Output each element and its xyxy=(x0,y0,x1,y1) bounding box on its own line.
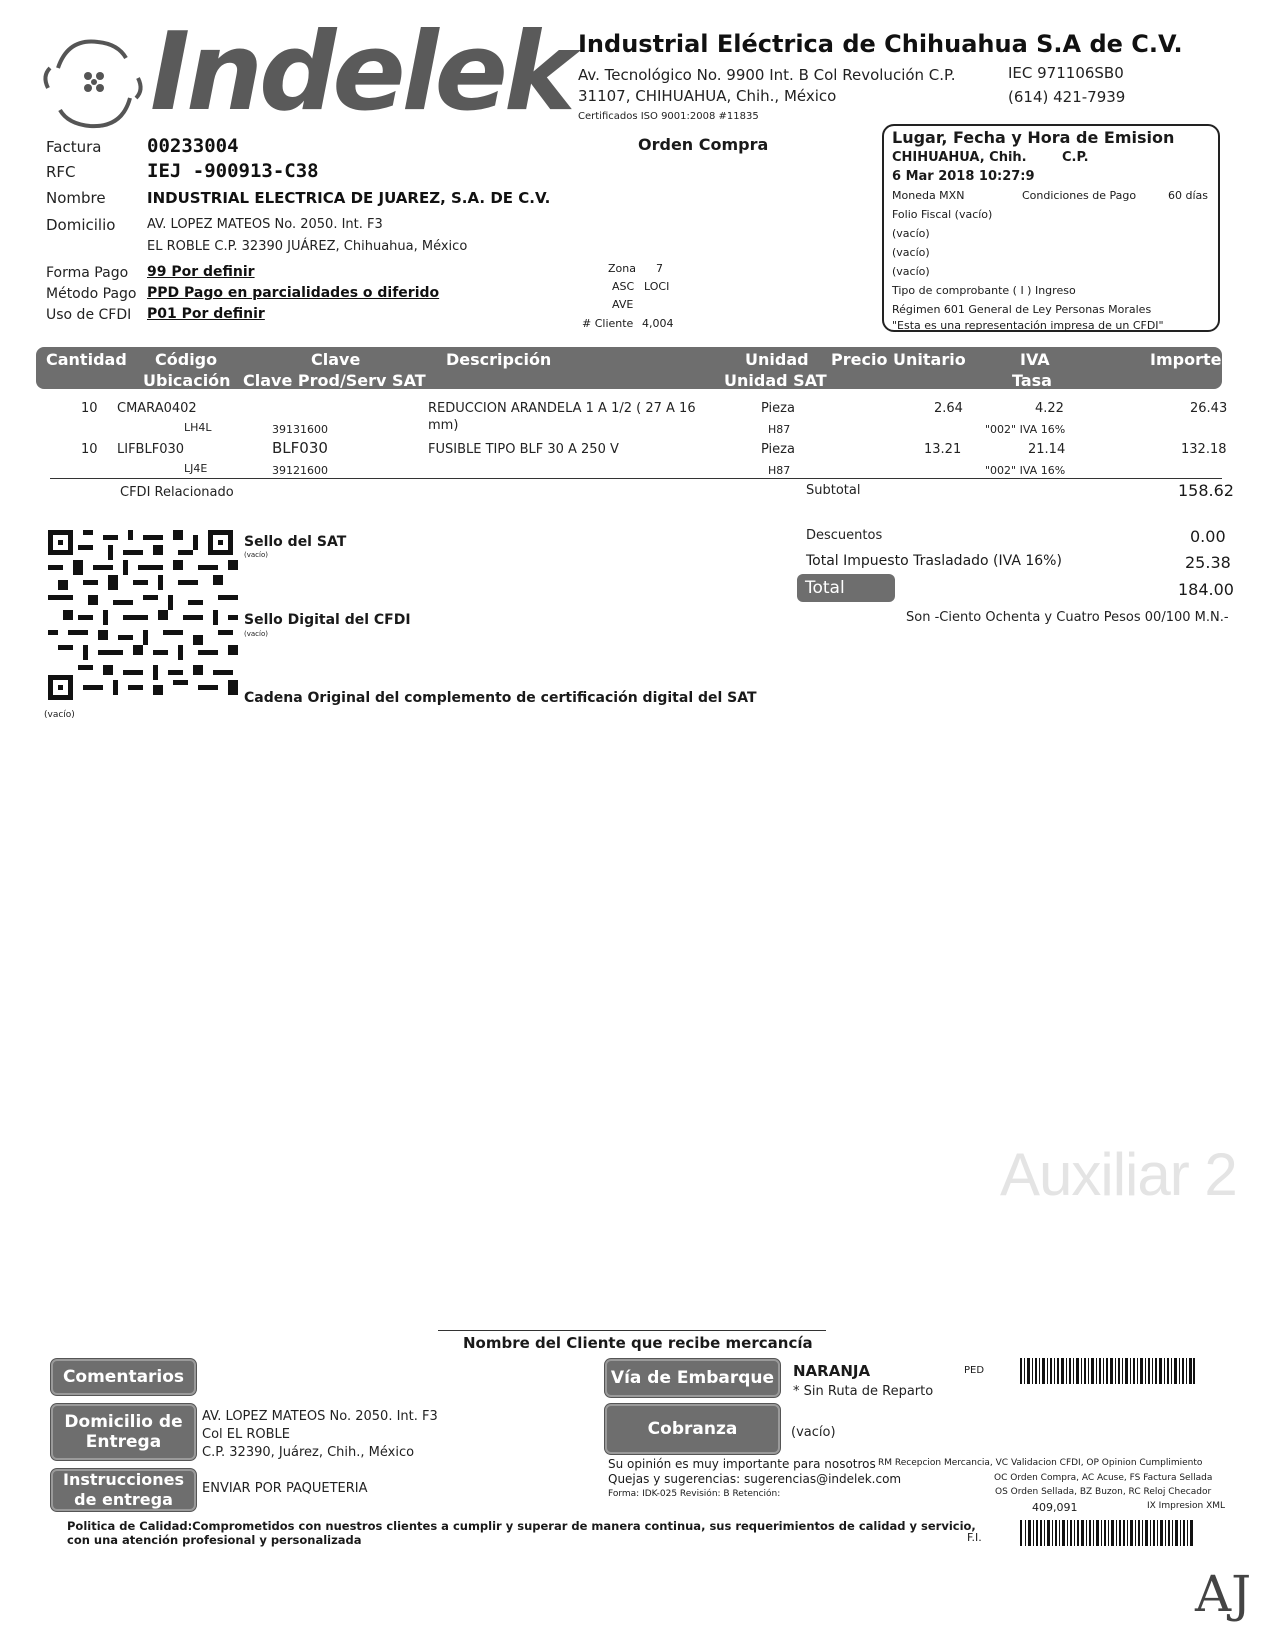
client-rfc: IEJ -900913-C38 xyxy=(147,160,319,182)
forma-pago-label: Forma Pago xyxy=(46,265,129,281)
ped-label: PED xyxy=(964,1365,985,1376)
document-type: Orden Compra xyxy=(638,135,769,154)
moneda: Moneda MXN xyxy=(892,189,965,202)
cliente-number-label: # Cliente xyxy=(582,317,634,330)
politica-line2: con una atención profesional y personalizada xyxy=(67,1533,362,1547)
table-row-2-tasa: "002" IVA 16% xyxy=(985,464,1066,477)
entrega-address-line3: C.P. 32390, Juárez, Chih., México xyxy=(202,1445,415,1460)
metodo-pago: PPD Pago en parcialidades o diferido xyxy=(147,285,440,301)
table-row-1-descripcion: REDUCCION ARANDELA 1 A 1/2 ( 27 A 16 xyxy=(428,401,696,416)
table-row-1-unidad: Pieza xyxy=(761,401,795,416)
fi-barcode xyxy=(1020,1520,1195,1546)
cobranza-button[interactable]: Cobranza xyxy=(605,1404,780,1454)
impuesto-label: Total Impuesto Trasladado (IVA 16%) xyxy=(806,553,1062,569)
table-row-1-clave-sat: 39131600 xyxy=(272,423,328,436)
table-row-1-cantidad: 10 xyxy=(81,401,98,416)
watermark-stamp: Auxiliar 2 xyxy=(1000,1141,1237,1208)
asc-value: LOCI xyxy=(644,280,670,293)
legend-line4: IX Impresion XML xyxy=(1147,1501,1226,1511)
instrucciones-value: ENVIAR POR PAQUETERIA xyxy=(202,1481,368,1496)
total-value: 184.00 xyxy=(1178,580,1234,599)
table-row-2-descripcion: FUSIBLE TIPO BLF 30 A 250 V xyxy=(428,442,619,457)
col-importe: Importe xyxy=(1150,350,1222,369)
table-row-2-importe: 132.18 xyxy=(1181,442,1227,457)
emission-title: Lugar, Fecha y Hora de Emision xyxy=(892,128,1175,147)
entrega-address-line1: AV. LOPEZ MATEOS No. 2050. Int. F3 xyxy=(202,1409,438,1424)
opinion-line1: Su opinión es muy importante para nosotros xyxy=(608,1457,876,1471)
table-row-1-tasa: "002" IVA 16% xyxy=(985,423,1066,436)
table-row-1-precio: 2.64 xyxy=(934,401,963,416)
total-label: Total xyxy=(797,574,895,602)
table-row-2-clave-sat: 39121600 xyxy=(272,464,328,477)
cadena-original-value: (vacío) xyxy=(44,710,75,720)
subtotal-value: 158.62 xyxy=(1178,481,1234,500)
factura-number: 00233004 xyxy=(147,135,239,157)
uso-cfdi-label: Uso de CFDI xyxy=(46,307,132,323)
legend-line3: OS Orden Sellada, BZ Buzon, RC Reloj Checador xyxy=(995,1487,1212,1497)
via-embarque-value: NARANJA xyxy=(793,1362,871,1380)
table-row-1-codigo: CMARA0402 xyxy=(117,401,197,416)
iso-certification: Certificados ISO 9001:2008 #11835 xyxy=(578,111,759,122)
entrega-address-line2: Col EL ROBLE xyxy=(202,1427,291,1442)
table-bottom-divider xyxy=(50,478,1222,479)
politica-line1: Politica de Calidad:Comprometidos con nuestros clientes a cumplir y superar de manera continua, sus requerimientos de calidad y servicio, xyxy=(67,1519,976,1533)
col-cantidad: Cantidad xyxy=(46,350,127,369)
sello-sat-label: Sello del SAT xyxy=(244,534,347,550)
col-precio: Precio Unitario xyxy=(831,350,966,369)
folio-number: 409,091 xyxy=(1032,1501,1078,1514)
client-name: INDUSTRIAL ELECTRICA DE JUAREZ, S.A. DE C.V. xyxy=(147,189,551,207)
table-row-2-clave: BLF030 xyxy=(272,439,328,457)
opinion-line2: Quejas y sugerencias: sugerencias@indelek.com xyxy=(608,1472,902,1486)
col-descripcion: Descripción xyxy=(446,350,552,369)
emission-datetime: 6 Mar 2018 10:27:9 xyxy=(892,169,1035,184)
qr-code xyxy=(48,530,243,700)
descuentos-value: 0.00 xyxy=(1190,527,1226,546)
instrucciones-entrega-button[interactable]: Instrucciones de entrega xyxy=(51,1469,196,1511)
cadena-original-label: Cadena Original del complemento de certificación digital del SAT xyxy=(244,690,757,706)
table-row-1-iva: 4.22 xyxy=(1035,401,1064,416)
amount-in-words: Son -Ciento Ochenta y Cuatro Pesos 00/100 M.N.- xyxy=(906,610,1229,625)
company-name: Industrial Eléctrica de Chihuahua S.A de C.V. xyxy=(578,30,1183,58)
sello-sat-value: (vacío) xyxy=(244,551,268,559)
tipo-comprobante: Tipo de comprobante ( I ) Ingreso xyxy=(892,284,1076,297)
table-row-2-iva: 21.14 xyxy=(1028,442,1066,457)
forma-revision: Forma: IDK-025 Revisión: B Retención: xyxy=(608,1489,781,1499)
signature-line xyxy=(438,1330,826,1331)
table-row-2-unidad-sat: H87 xyxy=(768,464,791,477)
emitter-rfc: IEC 971106SB0 xyxy=(1008,64,1124,82)
zona-label: Zona xyxy=(608,262,636,275)
col-clave-prod: Clave Prod/Serv SAT xyxy=(243,371,426,390)
zona-value: 7 xyxy=(656,262,663,275)
impuesto-value: 25.38 xyxy=(1185,553,1231,572)
col-clave: Clave xyxy=(311,350,361,369)
company-address-line1: Av. Tecnológico No. 9900 Int. B Col Revolución C.P. xyxy=(578,66,956,84)
subtotal-label: Subtotal xyxy=(806,483,861,498)
logo-swirl-icon xyxy=(38,28,148,138)
nombre-label: Nombre xyxy=(46,189,106,207)
table-row-1-importe: 26.43 xyxy=(1190,401,1228,416)
receiver-label: Nombre del Cliente que recibe mercancía xyxy=(463,1334,813,1352)
emission-place: CHIHUAHUA, Chih. xyxy=(892,150,1027,165)
regimen: Régimen 601 General de Ley Personas Morales xyxy=(892,303,1152,316)
forma-pago: 99 Por definir xyxy=(147,264,255,280)
fi-label: F.I. xyxy=(967,1531,982,1544)
company-logo: Indelek xyxy=(150,10,572,135)
table-row-1-unidad-sat: H87 xyxy=(768,423,791,436)
cfdi-representacion: "Esta es una representación impresa de un CFDI" xyxy=(892,319,1164,332)
empty-field-2: (vacío) xyxy=(892,246,930,259)
legend-line2: OC Orden Compra, AC Acuse, FS Factura Sellada xyxy=(994,1473,1213,1483)
table-row-2-ubicacion: LJ4E xyxy=(184,462,208,475)
comentarios-button[interactable]: Comentarios xyxy=(51,1359,196,1395)
factura-label: Factura xyxy=(46,138,102,156)
col-codigo: Código xyxy=(155,350,218,369)
client-address-line1: AV. LOPEZ MATEOS No. 2050. Int. F3 xyxy=(147,217,383,232)
empty-field-1: (vacío) xyxy=(892,227,930,240)
via-embarque-button[interactable]: Vía de Embarque xyxy=(605,1359,780,1397)
cliente-number: 4,004 xyxy=(642,317,674,330)
asc-label: ASC xyxy=(612,280,635,293)
domicilio-label: Domicilio xyxy=(46,216,116,234)
empty-field-3: (vacío) xyxy=(892,265,930,278)
domicilio-entrega-button[interactable]: Domicilio de Entrega xyxy=(51,1404,196,1460)
condiciones-label: Condiciones de Pago xyxy=(1022,189,1137,202)
ped-barcode xyxy=(1020,1358,1195,1384)
table-row-2-unidad: Pieza xyxy=(761,442,795,457)
col-tasa: Tasa xyxy=(1012,371,1052,390)
table-row-1-descripcion-cont: mm) xyxy=(428,418,459,433)
col-unidad: Unidad xyxy=(745,350,809,369)
company-address-line2: 31107, CHIHUAHUA, Chih., México xyxy=(578,87,837,105)
emission-cp: C.P. xyxy=(1062,150,1089,165)
folio-fiscal: Folio Fiscal (vacío) xyxy=(892,208,993,221)
sello-cfdi-value: (vacío) xyxy=(244,630,268,638)
col-ubicacion: Ubicación xyxy=(143,371,231,390)
table-row-2-precio: 13.21 xyxy=(924,442,962,457)
ruta-reparto: * Sin Ruta de Reparto xyxy=(793,1384,934,1399)
table-row-2-codigo: LIFBLF030 xyxy=(117,442,185,457)
col-unidad-sat: Unidad SAT xyxy=(724,371,827,390)
metodo-pago-label: Método Pago xyxy=(46,286,137,302)
cfdi-relacionado: CFDI Relacionado xyxy=(120,485,234,500)
col-iva: IVA xyxy=(1020,350,1050,369)
rfc-label: RFC xyxy=(46,163,76,181)
company-phone: (614) 421-7939 xyxy=(1008,88,1126,106)
uso-cfdi: P01 Por definir xyxy=(147,306,265,322)
legend-line1: RM Recepcion Mercancia, VC Validacion CFDI, OP Opinion Cumplimiento xyxy=(878,1458,1203,1468)
descuentos-label: Descuentos xyxy=(806,528,883,543)
handwritten-initials: AJ xyxy=(1195,1565,1252,1623)
client-address-line2: EL ROBLE C.P. 32390 JUÁREZ, Chihuahua, México xyxy=(147,239,468,254)
cobranza-value: (vacío) xyxy=(791,1425,836,1440)
table-row-2-cantidad: 10 xyxy=(81,442,98,457)
sello-cfdi-label: Sello Digital del CFDI xyxy=(244,612,411,628)
table-row-1-ubicacion: LH4L xyxy=(184,421,212,434)
condiciones-value: 60 días xyxy=(1168,189,1209,202)
ave-label: AVE xyxy=(612,298,634,311)
